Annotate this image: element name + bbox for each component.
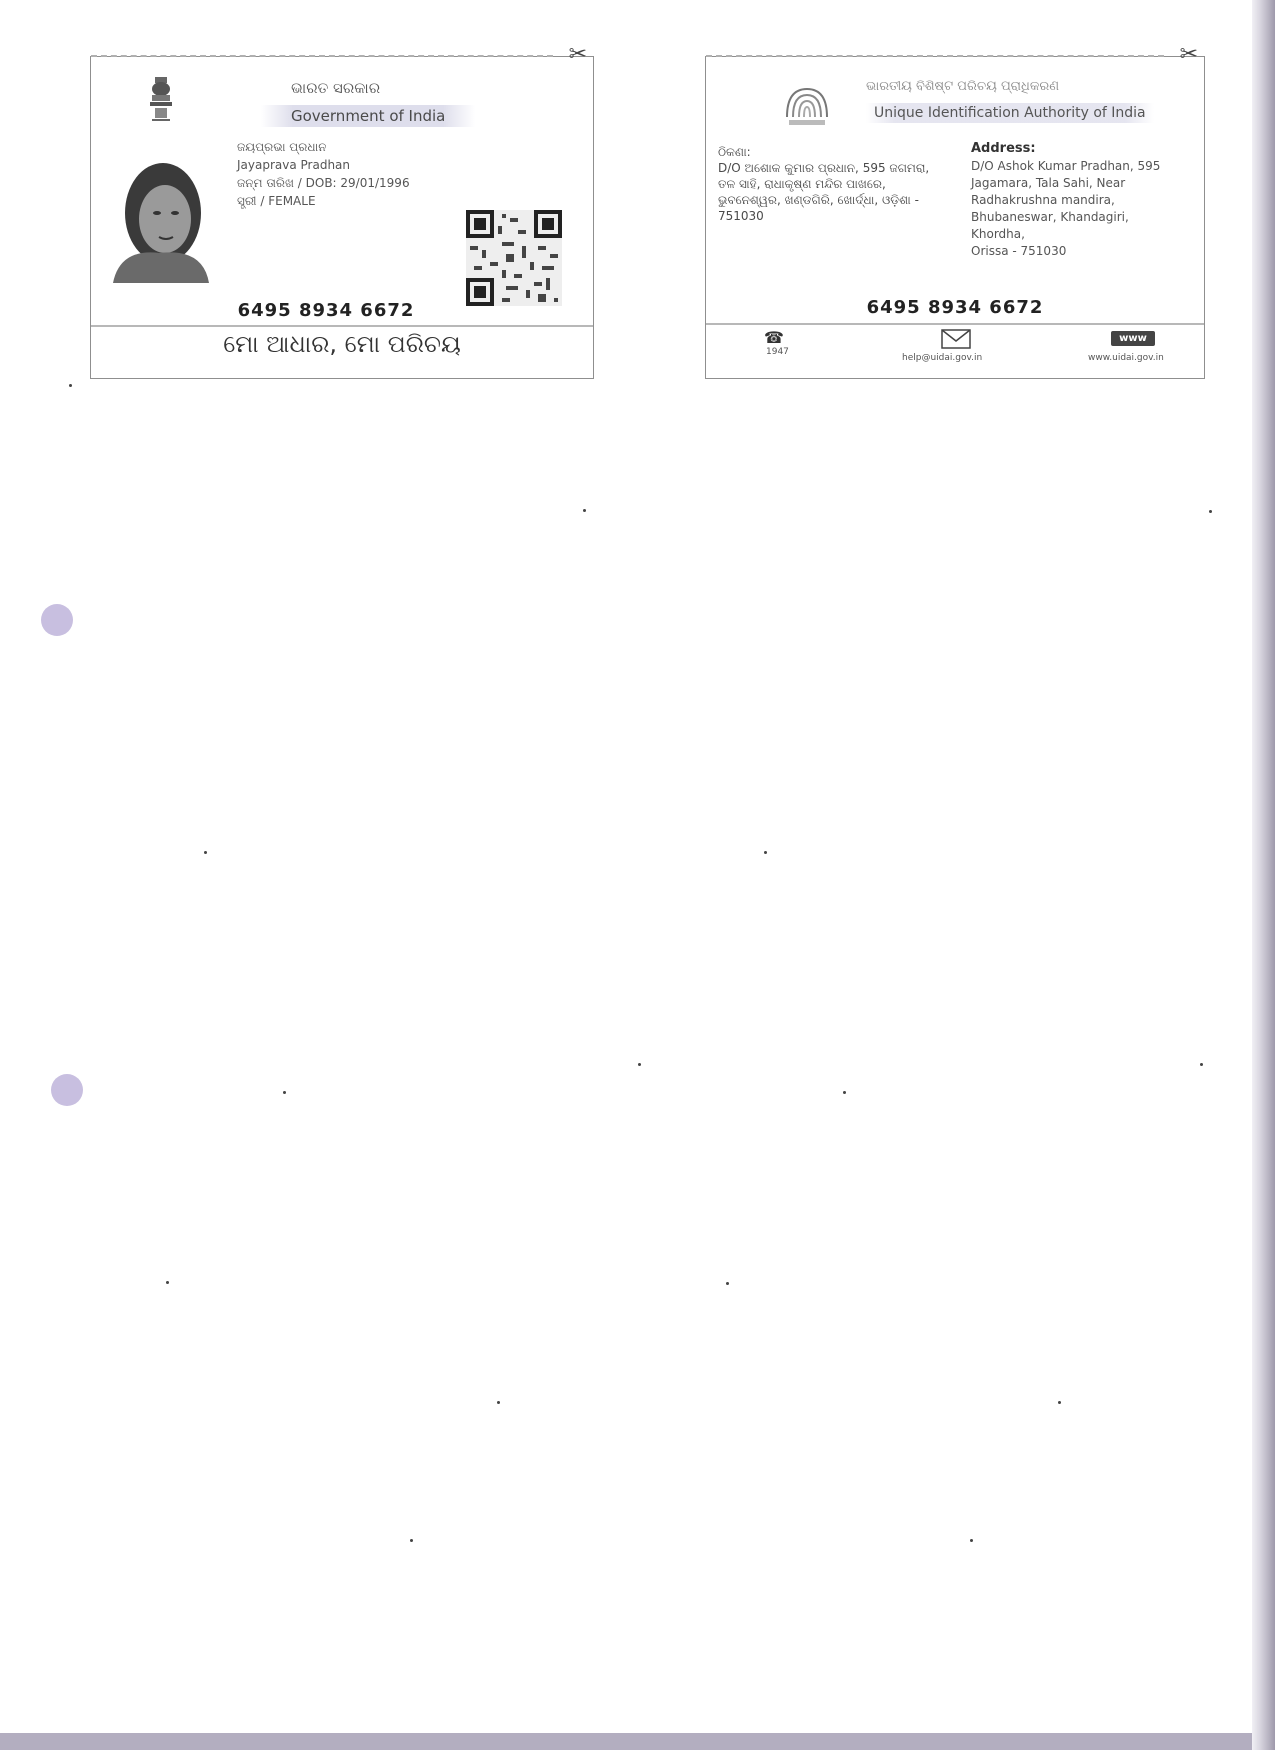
cut-line — [706, 55, 1164, 57]
aadhaar-card-front — [90, 42, 594, 379]
mail-icon — [941, 329, 971, 349]
punch-hole — [51, 1074, 83, 1106]
scan-speck — [1209, 510, 1212, 513]
scan-speck — [970, 1539, 973, 1542]
gender: ସ୍ତ୍ରୀ / FEMALE — [237, 194, 316, 208]
aadhaar-number: 6495 8934 6672 — [866, 297, 1044, 318]
scan-speck — [166, 1281, 169, 1284]
scissors-icon: ✂ — [568, 42, 587, 67]
scan-speck — [583, 509, 586, 512]
scan-edge-bottom — [0, 1733, 1275, 1750]
date-of-birth: ଜନ୍ମ ତାରିଖ / DOB: 29/01/1996 — [237, 176, 410, 190]
aadhaar-number: 6495 8934 6672 — [237, 300, 415, 321]
address-line: Khordha, — [971, 227, 1025, 241]
website-url: www.uidai.gov.in — [1088, 353, 1164, 363]
www-badge: www — [1111, 331, 1155, 346]
address-local — [718, 144, 948, 224]
scan-edge-right — [1252, 0, 1275, 1750]
scan-speck — [638, 1063, 641, 1066]
scan-speck — [1200, 1063, 1203, 1066]
qr-code — [466, 210, 562, 306]
holder-name: Jayaprava Pradhan — [237, 158, 351, 172]
scan-speck — [283, 1091, 286, 1094]
scissors-icon: ✂ — [1179, 42, 1198, 67]
divider — [91, 325, 593, 327]
address-label: Address: — [971, 141, 1036, 156]
aadhaar-card-back — [705, 42, 1205, 379]
address-line: Jagamara, Tala Sahi, Near — [971, 176, 1126, 190]
scan-speck — [843, 1091, 846, 1094]
punch-hole — [41, 604, 73, 636]
scan-speck — [497, 1401, 500, 1404]
aadhaar-logo-icon — [781, 83, 833, 127]
authority-title-local: ଭାରତୀୟ ବିଶିଷ୍ଟ ପରିଚୟ ପ୍ରାଧିକରଣ — [866, 79, 1060, 94]
scan-speck — [69, 384, 72, 387]
address-line: Radhakrushna mandira, — [971, 193, 1115, 207]
address-local-text: D/O ଅଶୋକ କୁମାର ପ୍ରଧାନ, 595 ଜଗମରା, ତଳ ସାହି, ରାଧାକୃଷ୍ଣ ମନ୍ଦିର ପାଖରେ, ଭୁବନେଶ୍ୱର, ଖଣ୍ଡଗିରି, ଖୋର୍ଦ୍ଧା, ଓଡ଼ିଶା - 751030 — [718, 161, 930, 223]
scan-speck — [204, 851, 207, 854]
address-local-label: ଠିକଣା: — [718, 145, 751, 159]
helpline-number: 1947 — [766, 347, 789, 357]
divider — [706, 323, 1204, 325]
help-email: help@uidai.gov.in — [902, 353, 983, 363]
national-emblem-icon — [146, 75, 176, 123]
phone-icon: ☎ — [764, 328, 784, 347]
scan-speck — [1058, 1401, 1061, 1404]
address-line: D/O Ashok Kumar Pradhan, 595 — [971, 159, 1161, 173]
scan-speck — [764, 851, 767, 854]
authority-title: Unique Identification Authority of India — [866, 103, 1154, 123]
scan-speck — [726, 1282, 729, 1285]
cut-line — [91, 55, 553, 57]
address-line: Bhubaneswar, Khandagiri, — [971, 210, 1129, 224]
holder-photo — [105, 153, 210, 283]
holder-name-local: ଜୟପ୍ରଭା ପ୍ରଧାନ — [237, 140, 327, 154]
government-title-local: ଭାରତ ସରକାର — [291, 79, 381, 97]
aadhaar-tagline: ମୋ ଆଧାର, ମୋ ପରିଚୟ — [223, 330, 461, 358]
scan-speck — [410, 1539, 413, 1542]
address-line: Orissa - 751030 — [971, 244, 1067, 258]
government-title: Government of India — [261, 105, 475, 127]
